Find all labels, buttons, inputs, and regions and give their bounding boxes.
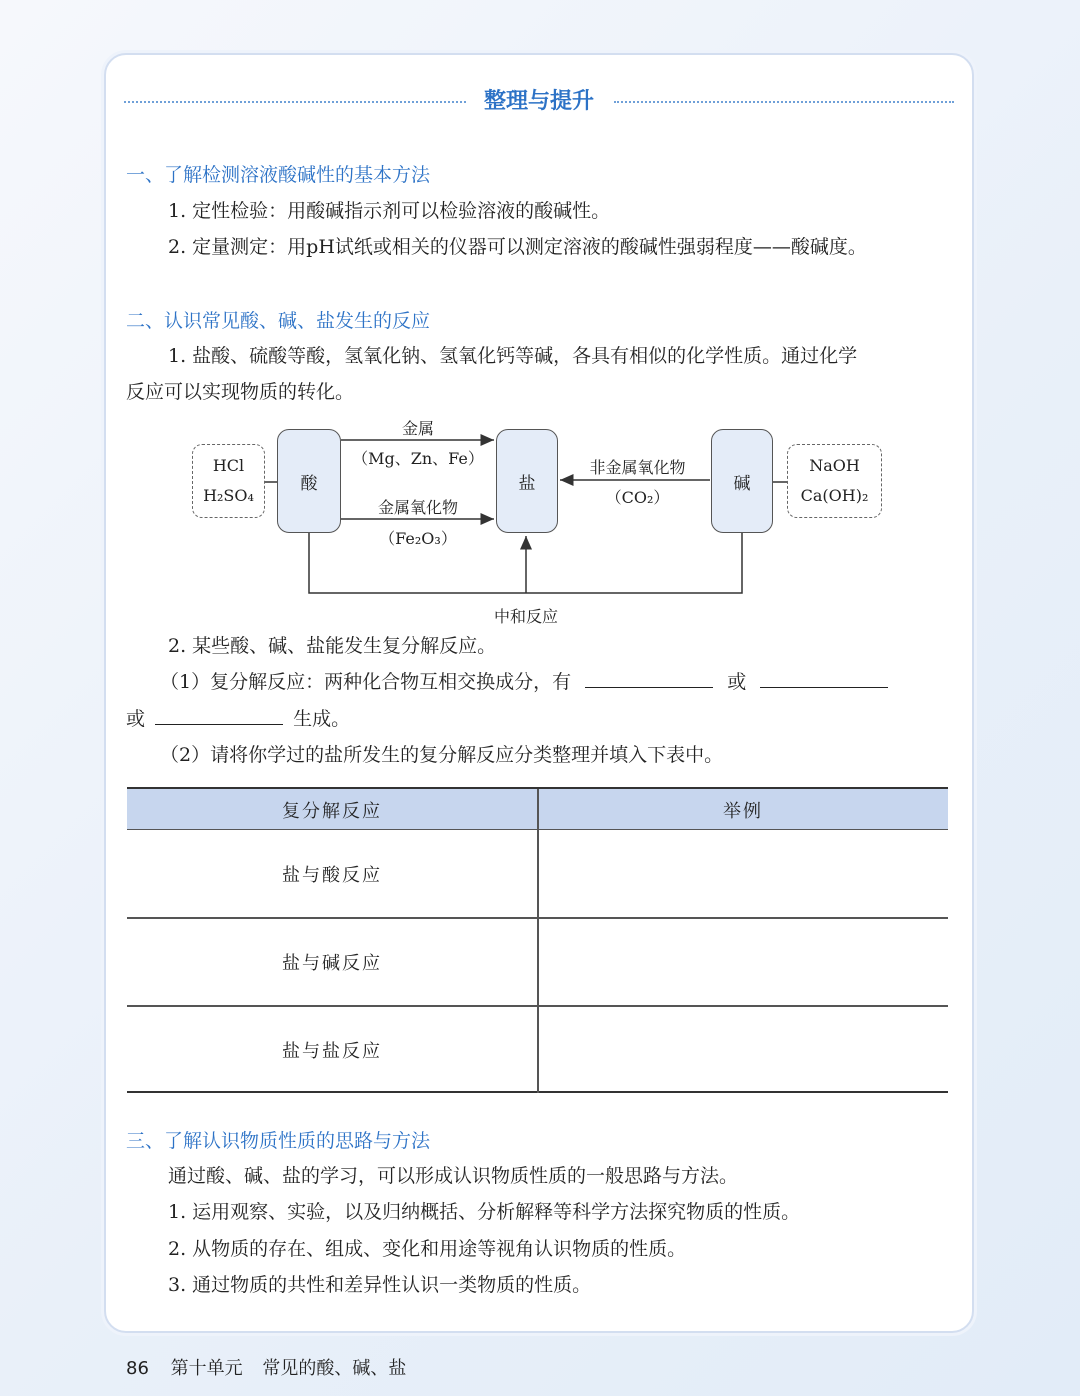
page-number: 86: [126, 1358, 149, 1379]
reaction-diagram: [180, 412, 900, 632]
section3-intro: 通过酸、碱、盐的学习，可以形成认识物质性质的一般思路与方法。: [168, 1165, 739, 1187]
acid-example-h2so4: H₂SO₄: [203, 486, 254, 505]
acid-example-hcl: HCl: [212, 456, 245, 475]
section2-para2: 2. 某些酸、碱、盐能发生复分解反应。: [168, 635, 497, 657]
table-cell-example-3[interactable]: [538, 1007, 948, 1093]
metal-oxide-example: （Fe₂O₃）: [379, 529, 457, 548]
section1-item-1: 1. 定性检验：用酸碱指示剂可以检验溶液的酸碱性。: [168, 200, 611, 222]
section3-item-1: 1. 运用观察、实验，以及归纳概括、分析解释等科学方法探究物质的性质。: [168, 1201, 801, 1223]
sub1-end: 生成。: [293, 708, 351, 730]
salt-label: 盐: [518, 473, 536, 494]
answer-blank-2[interactable]: [760, 670, 888, 688]
base-examples-box: [787, 444, 882, 518]
answer-blank-3[interactable]: [155, 707, 283, 725]
section2-title: 二、认识常见酸、碱、盐发生的反应: [126, 310, 431, 332]
table-cell-example-2[interactable]: [538, 919, 948, 1005]
base-box: [711, 429, 773, 533]
table-cell-example-1[interactable]: [538, 831, 948, 917]
section3-item-2: 2. 从物质的存在、组成、变化和用途等视角认识物质的性质。: [168, 1238, 687, 1260]
section1-title: 一、了解检测溶液酸碱性的基本方法: [126, 164, 431, 186]
sub1-text: （1）复分解反应：两种化合物互相交换成分，有: [160, 671, 572, 693]
unit-title: 常见的酸、碱、盐: [262, 1358, 407, 1379]
nonmetal-oxide-example: （CO₂）: [605, 488, 670, 507]
acid-examples-box: [192, 444, 265, 518]
header-dotted-line-right: [614, 101, 954, 103]
section2-para1-line1: 1. 盐酸、硫酸等酸，氢氧化钠、氢氧化钙等碱，各具有相似的化学性质。通过化学: [168, 345, 858, 367]
reaction-table: [127, 787, 948, 1093]
section2-sub2: （2）请将你学过的盐所发生的复分解反应分类整理并填入下表中。: [160, 744, 724, 766]
page-footer: [126, 1354, 406, 1380]
metal-label: 金属: [401, 419, 434, 438]
metal-oxide-label: 金属氧化物: [377, 498, 458, 517]
salt-box: [496, 429, 558, 533]
page-header: [124, 84, 954, 124]
base-example-naoh: NaOH: [809, 456, 860, 475]
table-row-salt-salt: 盐与盐反应: [282, 1041, 382, 1062]
sub1-or-1: 或: [727, 671, 747, 693]
section2-sub1-line1: [160, 669, 888, 695]
section3-title: 三、了解认识物质性质的思路与方法: [126, 1130, 431, 1152]
section2-para1-line2: 反应可以实现物质的转化。: [126, 381, 355, 403]
table-row-salt-base: 盐与碱反应: [282, 953, 382, 974]
nonmetal-oxide-label: 非金属氧化物: [589, 458, 686, 477]
base-example-caoh2: Ca(OH)₂: [800, 486, 869, 505]
neutralization-label: 中和反应: [493, 607, 558, 626]
base-label: 碱: [733, 473, 751, 494]
section3-item-3: 3. 通过物质的共性和差异性认识一类物质的性质。: [168, 1274, 592, 1296]
unit-label: 第十单元: [170, 1358, 243, 1379]
section2-sub1-line2: [126, 706, 350, 732]
metal-examples: （Mg、Zn、Fe）: [352, 449, 484, 468]
acid-box: [277, 429, 341, 533]
answer-blank-1[interactable]: [585, 670, 713, 688]
header-dotted-line-left: [124, 101, 466, 103]
table-header-example: 举例: [723, 800, 763, 822]
table-row-salt-acid: 盐与酸反应: [282, 865, 382, 886]
section1-item-2: 2. 定量测定：用pH试纸或相关的仪器可以测定溶液的酸碱性强弱程度——酸碱度。: [168, 236, 867, 258]
sub1-or-2: 或: [126, 708, 146, 730]
acid-label: 酸: [300, 473, 318, 494]
page-title: 整理与提升: [483, 89, 594, 114]
table-header-reaction: 复分解反应: [282, 800, 382, 822]
